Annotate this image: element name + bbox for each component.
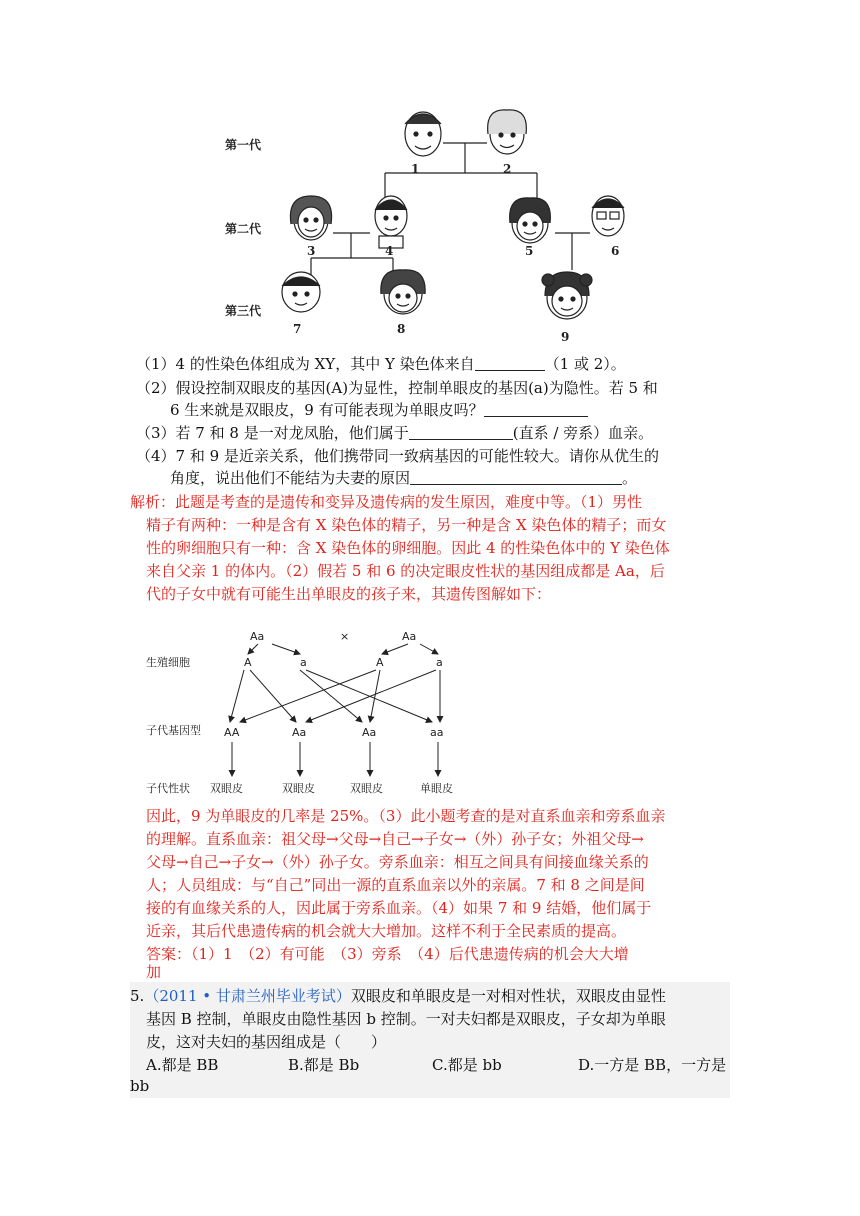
- option-d[interactable]: D.一方是 BB，一方是: [578, 1056, 727, 1074]
- offspring-genotype-2: Aa: [292, 726, 307, 739]
- parent-1-genotype: Aa: [250, 630, 265, 643]
- offspring-trait-2: 双眼皮: [282, 782, 315, 795]
- question-4-line-2: [170, 468, 637, 488]
- option-c[interactable]: C.都是 bb: [432, 1056, 502, 1074]
- person-number-8: 8: [397, 322, 406, 336]
- question-1-suffix: （1 或 2）。: [544, 355, 626, 373]
- offspring-trait-4: 单眼皮: [420, 782, 453, 795]
- option-a[interactable]: A.都是 BB: [146, 1056, 219, 1074]
- generation-label-3: 第三代: [225, 304, 262, 318]
- offspring-trait-label: 子代性状: [146, 782, 190, 795]
- analysis-line-2: 精子有两种：一种是含有 X 染色体的精子，另一种是含 X 染色体的精子；而女: [146, 516, 667, 534]
- person-number-2: 2: [503, 162, 512, 176]
- gamete-4: a: [436, 656, 443, 669]
- pedigree-figure: [215, 98, 625, 348]
- analysis-line-5: 代的子女中就有可能生出单眼皮的孩子来，其遗传图解如下：: [146, 585, 552, 603]
- analysis-after-2: 的理解。直系血亲：祖父母→父母→自己→子女→（外）孙子女；外祖父母→: [146, 830, 644, 848]
- analysis-after-3: 父母→自己→子女→（外）孙子女。旁系血亲：相互之间具有间接血缘关系的: [146, 853, 649, 871]
- person-number-5: 5: [525, 244, 534, 258]
- question-5-line-2: 基因 B 控制，单眼皮由隐性基因 b 控制。一对夫妇都是双眼皮，子女却为单眼: [146, 1010, 666, 1028]
- person-number-7: 7: [293, 322, 302, 336]
- analysis-line-3: 性的卵细胞只有一种：含 X 染色体的卵细胞。因此 4 的性染色体中的 Y 染色体: [146, 539, 670, 557]
- question-1: [136, 354, 626, 374]
- offspring-genotype-4: aa: [430, 726, 444, 739]
- analysis-line-4: 来自父亲 1 的体内。（2）假若 5 和 6 的决定眼皮性状的基因组成都是 Aa，后: [146, 562, 665, 580]
- question-3-suffix: (直系 / 旁系）血亲。: [512, 424, 654, 442]
- gamete-3: A: [376, 656, 384, 669]
- question-5-text-1: 双眼皮和单眼皮是一对相对性状，双眼皮由显性: [350, 987, 666, 1005]
- offspring-genotype-label: 子代基因型: [146, 724, 201, 737]
- gamete-2: a: [300, 656, 307, 669]
- question-4-suffix: 。: [622, 469, 638, 487]
- question-1-text: （1）4 的性染色体组成为 XY，其中 Y 染色体来自: [136, 355, 475, 373]
- option-b[interactable]: B.都是 Bb: [288, 1056, 360, 1074]
- question-5-line-1: [130, 986, 666, 1006]
- generation-label-1: 第一代: [225, 138, 262, 152]
- offspring-genotype-3: Aa: [362, 726, 377, 739]
- question-4-line-1: （4）7 和 9 是近亲关系，他们携带同一致病基因的可能性较大。请你从优生的: [136, 447, 659, 465]
- offspring-trait-3: 双眼皮: [350, 782, 383, 795]
- question-4-text: 角度，说出他们不能结为夫妻的原因: [170, 469, 411, 487]
- analysis-after-5: 接的有血缘关系的人，因此属于旁系血亲。（4）如果 7 和 9 结婚，他们属于: [146, 899, 652, 917]
- person-number-9: 9: [561, 330, 570, 344]
- answer-blank-4[interactable]: [410, 470, 622, 485]
- question-5-line-3: 皮，这对夫妇的基因组成是（ ）: [146, 1033, 387, 1051]
- pedigree-lines: [215, 98, 625, 348]
- question-3-text: （3）若 7 和 8 是一对龙凤胎，他们属于: [136, 424, 409, 442]
- question-2-line-2: [170, 400, 588, 420]
- question-3: [136, 423, 653, 443]
- answer-line-2: 加: [146, 963, 162, 981]
- cross-symbol: ×: [340, 630, 350, 643]
- cross-arrows: [230, 644, 440, 776]
- person-number-1: 1: [411, 162, 420, 176]
- gamete-1: A: [244, 656, 252, 669]
- offspring-genotype-1: AA: [224, 726, 240, 739]
- answer-blank-2[interactable]: [484, 402, 588, 417]
- answer-blank-3[interactable]: [409, 425, 513, 440]
- analysis-line-1: 解析：此题是考查的是遗传和变异及遗传病的发生原因，难度中等。（1）男性: [130, 493, 643, 511]
- person-number-3: 3: [307, 244, 316, 258]
- genetic-cross-diagram: [140, 628, 480, 800]
- person-number-4: 4: [385, 244, 394, 258]
- question-2-line-1: （2）假设控制双眼皮的基因(A)为显性，控制单眼皮的基因(a)为隐性。若 5 和: [136, 379, 658, 397]
- gamete-label: 生殖细胞: [146, 656, 190, 669]
- offspring-trait-1: 双眼皮: [210, 782, 243, 795]
- answer-line: 答案：（1）1 （2）有可能 （3）旁系 （4）后代患遗传病的机会大大增: [146, 945, 629, 963]
- option-d-continuation: bb: [130, 1077, 150, 1095]
- generation-label-2: 第二代: [225, 222, 262, 236]
- analysis-after-4: 人；人员组成：与“自己”同出一源的直系血亲以外的亲属。7 和 8 之间是间: [146, 876, 645, 894]
- person-number-6: 6: [611, 244, 620, 258]
- question-5-source: （2011 • 甘肃兰州毕业考试）: [144, 987, 351, 1005]
- question-5-number: 5.: [130, 987, 145, 1005]
- answer-blank-1[interactable]: [475, 356, 545, 371]
- parent-2-genotype: Aa: [402, 630, 417, 643]
- analysis-after-6: 近亲，其后代患遗传病的机会就大大增加。这样不利于全民素质的提高。: [146, 922, 627, 940]
- question-2-text: 6 生来就是双眼皮，9 有可能表现为单眼皮吗？: [170, 401, 484, 419]
- analysis-after-1: 因此，9 为单眼皮的几率是 25%。（3）此小题考查的是对直系血亲和旁系血亲: [146, 807, 666, 825]
